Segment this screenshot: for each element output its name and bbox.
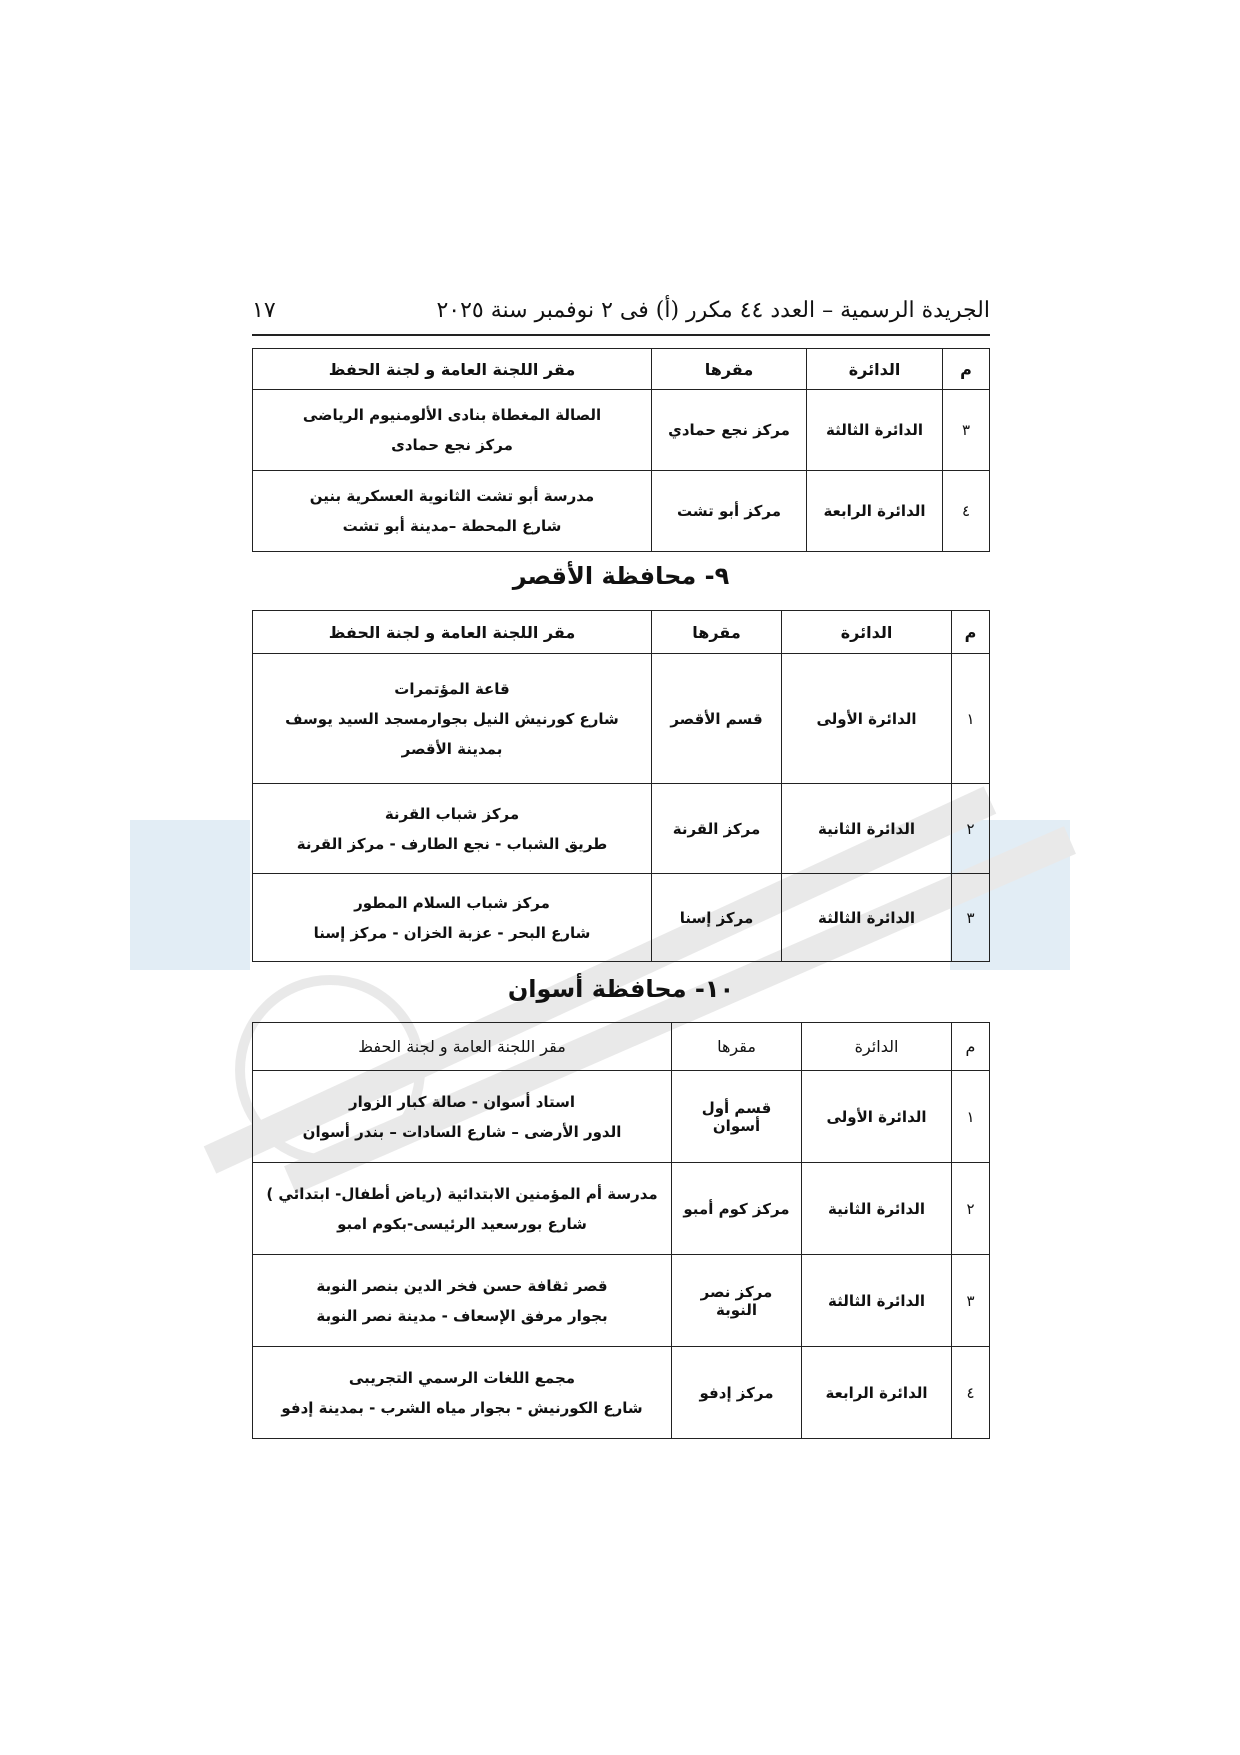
row-seat: مركز إدفو [672,1347,802,1439]
row-district: الدائرة الثالثة [782,874,952,962]
row-district: الدائرة الرابعة [802,1347,952,1439]
table-header-row [253,611,990,654]
row-committee [253,784,652,874]
row-committee [253,1255,672,1347]
row-num: ٣ [943,390,990,471]
row-district: الدائرة الأولى [802,1071,952,1163]
committee-line: شارع كورنيش النيل بجوارمسجد السيد يوسف [285,709,619,728]
col-district: الدائرة [807,349,943,390]
row-seat: مركز إسنا [652,874,782,962]
section-title-aswan: ١٠- محافظة أسوان [507,975,735,1003]
row-seat: قسم الأقصر [652,654,782,784]
col-num: م [952,1023,990,1071]
col-seat: مقرها [652,611,782,654]
row-district: الدائرة الثانية [782,784,952,874]
row-committee [253,654,652,784]
col-seat: مقرها [672,1023,802,1071]
committee-line: قصر ثقافة حسن فخر الدين بنصر النوبة [316,1276,608,1295]
row-seat: مركز أبو تشت [652,471,807,552]
header-title: الجريدة الرسمية – العدد ٤٤ مكرر (أ) فى ٢ نوفمبر سنة ٢٠٢٥ [436,298,990,323]
page-header [252,283,990,323]
committee-line: مجمع اللغات الرسمي التجريبى [348,1368,576,1387]
table-header-row [253,349,990,390]
row-num: ١ [952,654,990,784]
row-num: ٢ [952,784,990,874]
row-committee [253,1347,672,1439]
row-committee [253,1071,672,1163]
committee-line: مركز نجع حمادى [391,436,513,454]
table-luxor [252,610,990,962]
row-committee [253,471,652,552]
committee-line: مركز شباب السلام المطور [354,893,550,912]
table-row [253,874,990,962]
col-committee: مقر اللجنة العامة و لجنة الحفظ [253,349,652,390]
section-title-luxor: ٩- محافظة الأقصر [512,562,730,590]
row-district: الدائرة الثالثة [802,1255,952,1347]
row-committee [253,874,652,962]
committee-line: الصالة المغطاة بنادى الألومنيوم الرياضى [302,406,602,424]
committee-line: شارع بورسعيد الرئيسى-بكوم امبو [337,1214,587,1233]
row-num: ٢ [952,1163,990,1255]
committee-line: قاعة المؤتمرات [394,679,510,698]
table-aswan [252,1022,990,1439]
table-row [253,1071,990,1163]
committee-line: طريق الشباب - نجع الطارف - مركز القرنة [296,834,608,853]
row-district: الدائرة الرابعة [807,471,943,552]
committee-line: بجوار مرفق الإسعاف - مدينة نصر النوبة [316,1306,608,1325]
col-num: م [943,349,990,390]
row-num: ٣ [952,1255,990,1347]
col-seat: مقرها [652,349,807,390]
committee-line: مدرسة أبو تشت الثانوية العسكرية بنين [309,487,595,505]
committee-line: بمدينة الأقصر [401,739,503,758]
committee-line: شارع البحر - عزبة الخزان - مركز إسنا [313,923,591,942]
table-row [253,784,990,874]
row-seat: قسم أول أسوان [672,1071,802,1163]
committee-line: شارع المحطة –مدينة أبو تشت [342,517,562,535]
row-seat: مركز كوم أمبو [672,1163,802,1255]
table-continued [252,348,990,552]
row-num: ٣ [952,874,990,962]
row-num: ١ [952,1071,990,1163]
committee-line: مركز شباب القرنة [384,804,520,823]
col-committee: مقر اللجنة العامة و لجنة الحفظ [253,611,652,654]
table-header-row [253,1023,990,1071]
row-committee [253,390,652,471]
row-district: الدائرة الأولى [782,654,952,784]
header-rule [252,334,990,336]
row-num: ٤ [943,471,990,552]
table-row [253,1255,990,1347]
col-district: الدائرة [782,611,952,654]
table-row [253,1347,990,1439]
col-num: م [952,611,990,654]
col-district: الدائرة [802,1023,952,1071]
table-row [253,390,990,471]
table-row [253,654,990,784]
committee-line: شارع الكورنيش - بجوار مياه الشرب - بمدينة إدفو [281,1398,643,1417]
row-committee [253,1163,672,1255]
row-seat: مركز نصر النوبة [672,1255,802,1347]
page-number: ١٧ [252,298,276,323]
committee-line: الدور الأرضى – شارع السادات – بندر أسوان [302,1122,622,1141]
committee-line: مدرسة أم المؤمنين الابتدائية (رياض أطفال- ابتدائي ) [266,1184,658,1203]
row-seat: مركز القرنة [652,784,782,874]
table-row [253,471,990,552]
row-seat: مركز نجع حمادي [652,390,807,471]
col-committee: مقر اللجنة العامة و لجنة الحفظ [253,1023,672,1071]
committee-line: استاد أسوان - صالة كبار الزوار [348,1092,576,1111]
row-num: ٤ [952,1347,990,1439]
row-district: الدائرة الثانية [802,1163,952,1255]
table-row [253,1163,990,1255]
row-district: الدائرة الثالثة [807,390,943,471]
